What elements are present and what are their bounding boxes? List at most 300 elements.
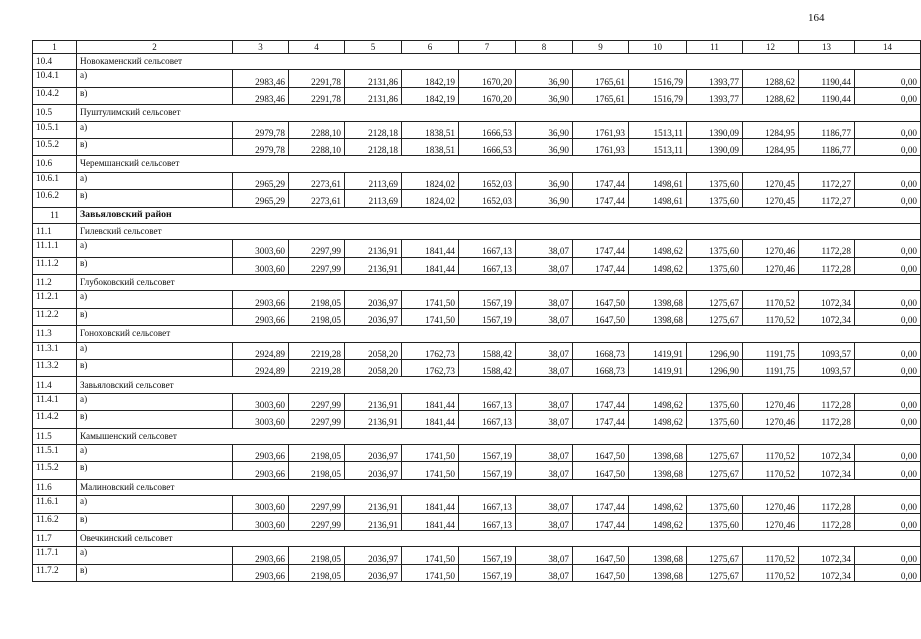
- value-cell: 0,00: [855, 291, 921, 308]
- value-cell: 0,00: [855, 240, 921, 257]
- header-cell: 2: [77, 41, 233, 54]
- value-cell: 1398,68: [629, 547, 687, 564]
- table-row: [33, 496, 921, 513]
- group-row: [33, 156, 921, 172]
- value-cell: 1270,46: [743, 257, 799, 274]
- row-code: 11.7.1: [33, 547, 77, 564]
- value-cell: 38,07: [516, 496, 573, 513]
- value-cell: 2979,78: [233, 138, 289, 155]
- settlement-name: Камышенский сельсовет: [77, 428, 921, 444]
- row-subtype: а): [77, 70, 233, 87]
- value-cell: 2131,86: [345, 70, 402, 87]
- value-cell: 1270,46: [743, 240, 799, 257]
- settlement-name: Малиновский сельсовет: [77, 479, 921, 495]
- value-cell: 1567,19: [459, 547, 516, 564]
- value-cell: 1172,28: [799, 411, 855, 428]
- group-row: [33, 326, 921, 342]
- value-cell: 2983,46: [233, 87, 289, 104]
- value-cell: 1170,52: [743, 462, 799, 479]
- value-cell: 1498,61: [629, 172, 687, 189]
- value-cell: 2297,99: [289, 393, 345, 410]
- value-cell: 1270,46: [743, 513, 799, 530]
- value-cell: 2219,28: [289, 360, 345, 377]
- group-row: [33, 479, 921, 495]
- value-cell: 1647,50: [573, 462, 629, 479]
- value-cell: 38,07: [516, 257, 573, 274]
- value-cell: 1172,28: [799, 513, 855, 530]
- value-cell: 0,00: [855, 342, 921, 359]
- value-cell: 1841,44: [402, 240, 459, 257]
- row-code: 10.4.2: [33, 87, 77, 104]
- table-row: [33, 190, 921, 207]
- value-cell: 0,00: [855, 172, 921, 189]
- value-cell: 1668,73: [573, 342, 629, 359]
- value-cell: 2136,91: [345, 411, 402, 428]
- value-cell: 1747,44: [573, 393, 629, 410]
- value-cell: 2058,20: [345, 342, 402, 359]
- row-code: 11.2.2: [33, 308, 77, 325]
- value-cell: 1172,27: [799, 190, 855, 207]
- value-cell: 1670,20: [459, 70, 516, 87]
- header-cell: 3: [233, 41, 289, 54]
- value-cell: 2219,28: [289, 342, 345, 359]
- table-row: [33, 87, 921, 104]
- value-cell: 1747,44: [573, 190, 629, 207]
- row-code: 11.2.1: [33, 291, 77, 308]
- value-cell: 1647,50: [573, 291, 629, 308]
- value-cell: 2965,29: [233, 172, 289, 189]
- value-cell: 0,00: [855, 190, 921, 207]
- value-cell: 1393,77: [687, 70, 743, 87]
- table-row: [33, 291, 921, 308]
- value-cell: 1072,34: [799, 444, 855, 461]
- row-subtype: в): [77, 360, 233, 377]
- table-row: [33, 564, 921, 581]
- value-cell: 1567,19: [459, 462, 516, 479]
- row-code: 11.5: [33, 428, 77, 444]
- value-cell: 1170,52: [743, 291, 799, 308]
- value-cell: 2903,66: [233, 462, 289, 479]
- row-subtype: а): [77, 291, 233, 308]
- value-cell: 1275,67: [687, 291, 743, 308]
- value-cell: 36,90: [516, 70, 573, 87]
- value-cell: 0,00: [855, 411, 921, 428]
- value-cell: 1652,03: [459, 172, 516, 189]
- value-cell: 1375,60: [687, 513, 743, 530]
- value-cell: 1375,60: [687, 190, 743, 207]
- header-cell: 9: [573, 41, 629, 54]
- value-cell: 1398,68: [629, 291, 687, 308]
- value-cell: 1841,44: [402, 513, 459, 530]
- value-cell: 3003,60: [233, 240, 289, 257]
- value-cell: 1588,42: [459, 360, 516, 377]
- table-row: [33, 513, 921, 530]
- value-cell: 1093,57: [799, 360, 855, 377]
- value-cell: 0,00: [855, 564, 921, 581]
- row-code: 11.6.2: [33, 513, 77, 530]
- value-cell: 1191,75: [743, 342, 799, 359]
- value-cell: 1670,20: [459, 87, 516, 104]
- value-cell: 1741,50: [402, 547, 459, 564]
- value-cell: 1375,60: [687, 496, 743, 513]
- row-code: 11.6.1: [33, 496, 77, 513]
- value-cell: 2288,10: [289, 138, 345, 155]
- value-cell: 36,90: [516, 87, 573, 104]
- row-subtype: в): [77, 87, 233, 104]
- value-cell: 1375,60: [687, 240, 743, 257]
- value-cell: 1841,44: [402, 257, 459, 274]
- value-cell: 1172,28: [799, 496, 855, 513]
- value-cell: 1747,44: [573, 172, 629, 189]
- value-cell: 38,07: [516, 308, 573, 325]
- value-cell: 2036,97: [345, 444, 402, 461]
- row-code: 11.7: [33, 530, 77, 546]
- value-cell: 2136,91: [345, 513, 402, 530]
- row-code: 11.4.2: [33, 411, 77, 428]
- value-cell: 1765,61: [573, 87, 629, 104]
- row-subtype: а): [77, 240, 233, 257]
- value-cell: 0,00: [855, 462, 921, 479]
- value-cell: 2036,97: [345, 308, 402, 325]
- row-code: 11.7.2: [33, 564, 77, 581]
- value-cell: 2903,66: [233, 444, 289, 461]
- value-cell: 2113,69: [345, 190, 402, 207]
- value-cell: 1393,77: [687, 87, 743, 104]
- value-cell: 38,07: [516, 462, 573, 479]
- table-row: [33, 138, 921, 155]
- value-cell: 2903,66: [233, 547, 289, 564]
- value-cell: 1647,50: [573, 564, 629, 581]
- value-cell: 36,90: [516, 190, 573, 207]
- value-cell: 1498,62: [629, 411, 687, 428]
- value-cell: 0,00: [855, 70, 921, 87]
- group-row: [33, 530, 921, 546]
- value-cell: 2924,89: [233, 342, 289, 359]
- value-cell: 1296,90: [687, 360, 743, 377]
- value-cell: 2136,91: [345, 240, 402, 257]
- row-code: 11.2: [33, 275, 77, 291]
- value-cell: 1288,62: [743, 87, 799, 104]
- value-cell: 1668,73: [573, 360, 629, 377]
- settlement-name: Глубоковский сельсовет: [77, 275, 921, 291]
- value-cell: 38,07: [516, 393, 573, 410]
- value-cell: 1824,02: [402, 172, 459, 189]
- value-cell: 1375,60: [687, 172, 743, 189]
- row-subtype: а): [77, 444, 233, 461]
- value-cell: 0,00: [855, 308, 921, 325]
- header-cell: 1: [33, 41, 77, 54]
- value-cell: 2036,97: [345, 462, 402, 479]
- value-cell: 1741,50: [402, 462, 459, 479]
- row-code: 10.6: [33, 156, 77, 172]
- value-cell: 2291,78: [289, 87, 345, 104]
- value-cell: 1567,19: [459, 291, 516, 308]
- header-cell: 12: [743, 41, 799, 54]
- value-cell: 1191,75: [743, 360, 799, 377]
- value-cell: 1647,50: [573, 308, 629, 325]
- value-cell: 1170,52: [743, 444, 799, 461]
- value-cell: 2297,99: [289, 240, 345, 257]
- value-cell: 1666,53: [459, 138, 516, 155]
- group-row: [33, 105, 921, 121]
- value-cell: 3003,60: [233, 411, 289, 428]
- value-cell: 2198,05: [289, 308, 345, 325]
- row-code: 10.6.2: [33, 190, 77, 207]
- value-cell: 1390,09: [687, 138, 743, 155]
- value-cell: 1270,46: [743, 411, 799, 428]
- table-row: [33, 411, 921, 428]
- value-cell: 1741,50: [402, 291, 459, 308]
- value-cell: 2903,66: [233, 308, 289, 325]
- value-cell: 1093,57: [799, 342, 855, 359]
- settlement-name: Гоноховский сельсовет: [77, 326, 921, 342]
- value-cell: 1275,67: [687, 444, 743, 461]
- row-subtype: в): [77, 513, 233, 530]
- group-row: [33, 428, 921, 444]
- table-row: [33, 240, 921, 257]
- table-row: [33, 257, 921, 274]
- row-code: 11.1.2: [33, 257, 77, 274]
- table-row: [33, 462, 921, 479]
- value-cell: 36,90: [516, 172, 573, 189]
- value-cell: 1398,68: [629, 462, 687, 479]
- value-cell: 1652,03: [459, 190, 516, 207]
- tariff-table: [32, 40, 921, 582]
- value-cell: 1270,46: [743, 496, 799, 513]
- value-cell: 2136,91: [345, 496, 402, 513]
- value-cell: 38,07: [516, 360, 573, 377]
- value-cell: 1567,19: [459, 308, 516, 325]
- value-cell: 2903,66: [233, 564, 289, 581]
- value-cell: 1072,34: [799, 308, 855, 325]
- value-cell: 1842,19: [402, 87, 459, 104]
- value-cell: 1190,44: [799, 70, 855, 87]
- value-cell: 1516,79: [629, 87, 687, 104]
- value-cell: 3003,60: [233, 257, 289, 274]
- value-cell: 1398,68: [629, 308, 687, 325]
- value-cell: 1667,13: [459, 513, 516, 530]
- value-cell: 1761,93: [573, 138, 629, 155]
- value-cell: 2273,61: [289, 190, 345, 207]
- value-cell: 1667,13: [459, 240, 516, 257]
- value-cell: 3003,60: [233, 496, 289, 513]
- value-cell: 0,00: [855, 87, 921, 104]
- value-cell: 38,07: [516, 411, 573, 428]
- value-cell: 0,00: [855, 393, 921, 410]
- row-code: 11.4: [33, 377, 77, 393]
- value-cell: 0,00: [855, 257, 921, 274]
- row-subtype: а): [77, 121, 233, 138]
- row-code: 11.5.1: [33, 444, 77, 461]
- value-cell: 2136,91: [345, 393, 402, 410]
- value-cell: 1390,09: [687, 121, 743, 138]
- header-cell: 7: [459, 41, 516, 54]
- row-code: 10.4: [33, 54, 77, 70]
- row-subtype: в): [77, 411, 233, 428]
- value-cell: 2979,78: [233, 121, 289, 138]
- page-number: 164: [808, 12, 825, 24]
- value-cell: 2297,99: [289, 257, 345, 274]
- value-cell: 2924,89: [233, 360, 289, 377]
- row-code: 10.5: [33, 105, 77, 121]
- row-code: 10.5.2: [33, 138, 77, 155]
- value-cell: 38,07: [516, 564, 573, 581]
- table-row: [33, 547, 921, 564]
- settlement-name: Завьяловский сельсовет: [77, 377, 921, 393]
- value-cell: 0,00: [855, 360, 921, 377]
- value-cell: 1588,42: [459, 342, 516, 359]
- value-cell: 0,00: [855, 513, 921, 530]
- settlement-name: Черемшанский сельсовет: [77, 156, 921, 172]
- value-cell: 0,00: [855, 121, 921, 138]
- value-cell: 1741,50: [402, 444, 459, 461]
- settlement-name: Овечкинский сельсовет: [77, 530, 921, 546]
- value-cell: 1567,19: [459, 564, 516, 581]
- row-code: 11.4.1: [33, 393, 77, 410]
- value-cell: 1288,62: [743, 70, 799, 87]
- value-cell: 1513,11: [629, 121, 687, 138]
- value-cell: 1747,44: [573, 513, 629, 530]
- value-cell: 1762,73: [402, 342, 459, 359]
- value-cell: 38,07: [516, 240, 573, 257]
- value-cell: 1419,91: [629, 342, 687, 359]
- row-code: 11.5.2: [33, 462, 77, 479]
- value-cell: 1498,62: [629, 257, 687, 274]
- value-cell: 1172,28: [799, 257, 855, 274]
- value-cell: 1498,62: [629, 496, 687, 513]
- value-cell: 1741,50: [402, 308, 459, 325]
- value-cell: 2113,69: [345, 172, 402, 189]
- value-cell: 2198,05: [289, 444, 345, 461]
- header-cell: 4: [289, 41, 345, 54]
- value-cell: 2036,97: [345, 564, 402, 581]
- value-cell: 1842,19: [402, 70, 459, 87]
- value-cell: 1747,44: [573, 257, 629, 274]
- value-cell: 2036,97: [345, 291, 402, 308]
- row-subtype: в): [77, 138, 233, 155]
- value-cell: 1375,60: [687, 257, 743, 274]
- value-cell: 1567,19: [459, 444, 516, 461]
- row-subtype: в): [77, 462, 233, 479]
- group-row: [33, 54, 921, 70]
- value-cell: 1747,44: [573, 411, 629, 428]
- value-cell: 1275,67: [687, 308, 743, 325]
- value-cell: 36,90: [516, 138, 573, 155]
- row-code: 10.4.1: [33, 70, 77, 87]
- value-cell: 1824,02: [402, 190, 459, 207]
- value-cell: 2198,05: [289, 547, 345, 564]
- table-row: [33, 444, 921, 461]
- value-cell: 1498,61: [629, 190, 687, 207]
- row-code: 11.6: [33, 479, 77, 495]
- value-cell: 38,07: [516, 444, 573, 461]
- row-subtype: в): [77, 190, 233, 207]
- value-cell: 1838,51: [402, 121, 459, 138]
- header-cell: 13: [799, 41, 855, 54]
- row-subtype: а): [77, 547, 233, 564]
- value-cell: 1172,28: [799, 240, 855, 257]
- row-code: 11.3.1: [33, 342, 77, 359]
- value-cell: 38,07: [516, 291, 573, 308]
- value-cell: 2058,20: [345, 360, 402, 377]
- value-cell: 1667,13: [459, 496, 516, 513]
- row-subtype: а): [77, 496, 233, 513]
- row-code: 11: [33, 207, 77, 223]
- column-number-header: [33, 41, 921, 54]
- row-subtype: в): [77, 564, 233, 581]
- header-cell: 8: [516, 41, 573, 54]
- value-cell: 1172,27: [799, 172, 855, 189]
- table-row: [33, 393, 921, 410]
- value-cell: 3003,60: [233, 393, 289, 410]
- value-cell: 1667,13: [459, 393, 516, 410]
- value-cell: 1398,68: [629, 444, 687, 461]
- group-row: [33, 377, 921, 393]
- value-cell: 1284,95: [743, 121, 799, 138]
- value-cell: 1647,50: [573, 547, 629, 564]
- header-cell: 5: [345, 41, 402, 54]
- value-cell: 2128,18: [345, 121, 402, 138]
- row-subtype: в): [77, 257, 233, 274]
- value-cell: 1761,93: [573, 121, 629, 138]
- row-code: 11.3.2: [33, 360, 77, 377]
- table-row: [33, 172, 921, 189]
- value-cell: 1270,46: [743, 393, 799, 410]
- value-cell: 0,00: [855, 496, 921, 513]
- value-cell: 1747,44: [573, 240, 629, 257]
- table-row: [33, 121, 921, 138]
- value-cell: 2965,29: [233, 190, 289, 207]
- value-cell: 1498,62: [629, 240, 687, 257]
- value-cell: 1513,11: [629, 138, 687, 155]
- value-cell: 1667,13: [459, 257, 516, 274]
- header-cell: 10: [629, 41, 687, 54]
- value-cell: 1667,13: [459, 411, 516, 428]
- value-cell: 38,07: [516, 513, 573, 530]
- table-body: [33, 41, 921, 582]
- value-cell: 1841,44: [402, 411, 459, 428]
- settlement-name: Гилевский сельсовет: [77, 223, 921, 239]
- value-cell: 3003,60: [233, 513, 289, 530]
- value-cell: 2297,99: [289, 411, 345, 428]
- value-cell: 2131,86: [345, 87, 402, 104]
- value-cell: 0,00: [855, 547, 921, 564]
- group-row: [33, 275, 921, 291]
- value-cell: 2288,10: [289, 121, 345, 138]
- value-cell: 1284,95: [743, 138, 799, 155]
- row-code: 11.1.1: [33, 240, 77, 257]
- district-row: [33, 207, 921, 223]
- group-row: [33, 223, 921, 239]
- value-cell: 2291,78: [289, 70, 345, 87]
- value-cell: 1275,67: [687, 547, 743, 564]
- row-code: 10.6.1: [33, 172, 77, 189]
- value-cell: 1172,28: [799, 393, 855, 410]
- value-cell: 36,90: [516, 121, 573, 138]
- value-cell: 1375,60: [687, 393, 743, 410]
- value-cell: 2136,91: [345, 257, 402, 274]
- value-cell: 1186,77: [799, 121, 855, 138]
- value-cell: 2198,05: [289, 291, 345, 308]
- value-cell: 2983,46: [233, 70, 289, 87]
- value-cell: 2036,97: [345, 547, 402, 564]
- value-cell: 1841,44: [402, 496, 459, 513]
- value-cell: 1270,45: [743, 190, 799, 207]
- value-cell: 2297,99: [289, 496, 345, 513]
- value-cell: 1275,67: [687, 462, 743, 479]
- value-cell: 38,07: [516, 342, 573, 359]
- value-cell: 38,07: [516, 547, 573, 564]
